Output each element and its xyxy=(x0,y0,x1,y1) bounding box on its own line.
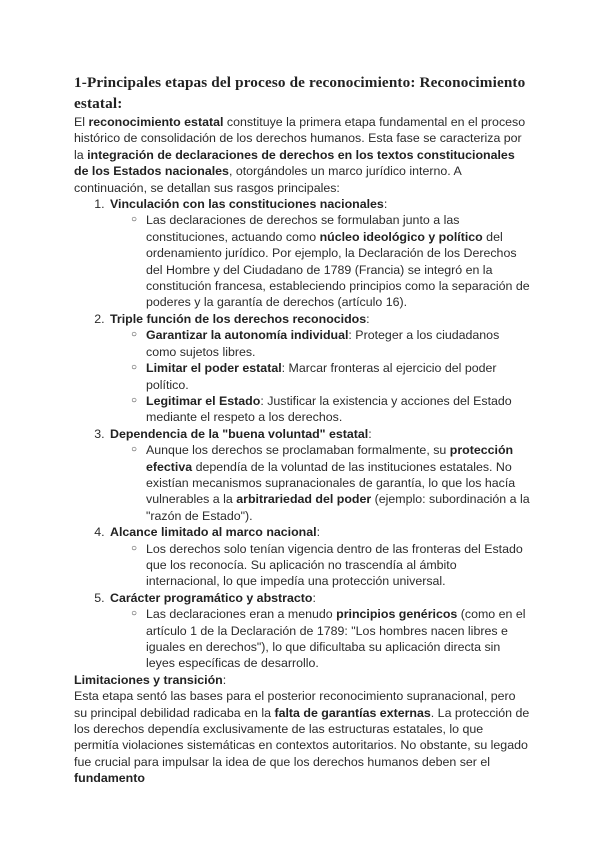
subitem-bold: Legitimar el Estado xyxy=(146,393,261,408)
subitem-text: (como en el artículo 1 de la Declaración de 1789: "Los hombres nacen libres e iguales en derechos"), lo que dificultaba su aplicación directa sin leyes específicas de desarrollo. xyxy=(146,607,526,671)
subitem-text: Aunque los derechos se proclamaban formalmente, su xyxy=(146,443,450,458)
feature-subitem xyxy=(146,212,530,310)
subitem-bold: principios genéricos xyxy=(336,607,458,622)
limitations-bold: falta de garantías externas xyxy=(274,705,431,720)
limitations-text: . La protección de los derechos dependía exclusivamente de las estructuras estatales, lo que permitía violaciones sistemáticas en contextos autoritarios. No obstante, su legado fue crucial para impulsar la idea de que los derechos humanos deben ser el xyxy=(74,705,530,769)
subitem-text: Los derechos solo tenían vigencia dentro de las fronteras del Estado que los reconocía. Su aplicación no trascendía al ámbito internacional, lo que impedía una protección universal. xyxy=(146,541,523,589)
limitations-paragraph xyxy=(74,688,530,786)
subitem-text: (ejemplo: subordinación a la "razón de Estado"). xyxy=(146,492,530,523)
subitem-text: Las declaraciones de derechos se formulaban junto a las constituciones, actuando como xyxy=(146,213,460,244)
feature-sublist xyxy=(110,442,530,524)
limitations-bold: fundamento xyxy=(74,771,145,786)
feature-sublist xyxy=(110,327,530,425)
feature-item-1: 1. Vinculación con las constituciones nacionales: ○ Las declaraciones de derechos se formulaban junto a las constituciones, actuando como núcleo ideológico y político del ordenamiento jurídico. Por ejemplo, la Declaración de los Derechos del Hombre y del Ciudadano de 1789 (Francia) se integró en la constitución francesa, estableciendo principios como la separación de poderes y la garantía de derechos (artículo 16). xyxy=(108,196,530,311)
features-list xyxy=(74,196,530,672)
feature-item-5: 5. Carácter programático y abstracto: ○ Las declaraciones eran a menudo principios genéricos (como en el artículo 1 de la Declaración de 1789: "Los hombres nacen libres e iguales en derechos"), lo que dificultaba su aplicación directa sin leyes específicas de desarrollo. xyxy=(108,590,530,672)
subitem-bold: protección efectiva xyxy=(146,443,514,474)
subitem-bold: arbitrariedad del poder xyxy=(236,492,372,507)
feature-heading: Triple función de los derechos reconocidos xyxy=(110,311,367,326)
subitem-text: dependía de la voluntad de las instituciones estatales. No existían mecanismos supranacionales de garantía, lo que los hacía vulnerables a la xyxy=(146,459,516,507)
feature-item-3: 3. Dependencia de la "buena voluntad" estatal: ○ Aunque los derechos se proclamaban formalmente, su protección efectiva dependía de la voluntad de las instituciones estatales. No existían mecanismos supranacionales de garantía, lo que los hacía vulnerables a la arbitrariedad del poder (ejemplo: subordinación a la "razón de Estado"). xyxy=(108,426,530,524)
subitem-bold: Limitar el poder estatal xyxy=(146,361,282,376)
feature-heading: Alcance limitado al marco nacional xyxy=(110,525,317,540)
feature-item-2: 2. Triple función de los derechos reconocidos: ○ Garantizar la autonomía individual: Proteger a los ciudadanos como sujetos libres. ○ Limitar el poder estatal: Marcar fronteras al ejercicio del poder político. ○ Legitimar el Estado: Justificar la existencia y acciones del Estado mediante el respeto a los derechos. xyxy=(108,311,530,426)
feature-heading: Carácter programático y abstracto xyxy=(110,590,313,605)
subitem-text: : Justificar la existencia y acciones del Estado mediante el respeto a los derechos. xyxy=(146,393,512,425)
feature-subitem xyxy=(146,327,530,360)
limitations-heading-text: Limitaciones y transición xyxy=(74,672,223,687)
subitem-bold: núcleo ideológico y político xyxy=(319,229,483,244)
intro-text: constituye la primera etapa fundamental en el proceso histórico de consolidación de los derechos humanos. Esta fase se caracteriza por la xyxy=(74,115,526,162)
feature-sublist xyxy=(110,212,530,310)
intro-bold: integración de declaraciones de derechos en los textos constitucionales de los Estados nacionales xyxy=(74,147,515,179)
intro-text: El xyxy=(74,115,89,129)
feature-subitem xyxy=(146,442,530,524)
subitem-text: del ordenamiento jurídico. Por ejemplo, la Declaración de los Derechos del Hombre y del Ciudadano de 1789 (Francia) se integró en la constitución francesa, estableciendo principios como la separación de poderes y la garantía de derechos (artículo 16). xyxy=(146,229,530,310)
subitem-text: : Marcar fronteras al ejercicio del poder político. xyxy=(146,361,497,392)
feature-subitem xyxy=(146,606,530,672)
feature-subitem xyxy=(146,360,530,393)
feature-sublist xyxy=(110,541,530,590)
intro-text: , otorgándoles un marco jurídico interno. A continuación, se detallan sus rasgos principales: xyxy=(74,164,462,195)
feature-sublist xyxy=(110,606,530,672)
subitem-bold: Garantizar la autonomía individual xyxy=(146,328,349,343)
limitations-heading: Limitaciones y transición: xyxy=(74,672,227,687)
feature-heading: Dependencia de la "buena voluntad" estatal xyxy=(110,426,369,441)
intro-bold: reconocimiento estatal xyxy=(88,115,224,129)
feature-subitem xyxy=(146,541,530,590)
subitem-text: Las declaraciones eran a menudo xyxy=(146,607,337,622)
limitations-text: Esta etapa sentó las bases para el posterior reconocimiento supranacional, pero su principal debilidad radicaba en la xyxy=(74,689,516,720)
section-title: 1-Principales etapas del proceso de reconocimiento: Reconocimiento estatal: xyxy=(74,74,526,112)
feature-heading: Vinculación con las constituciones nacionales xyxy=(110,197,384,212)
feature-item-4: 4. Alcance limitado al marco nacional: ○ Los derechos solo tenían vigencia dentro de las fronteras del Estado que los reconocía. Su aplicación no trascendía al ámbito internacional, lo que impedía una protección universal. xyxy=(108,524,530,590)
feature-subitem xyxy=(146,393,530,426)
intro-paragraph xyxy=(74,114,530,196)
subitem-text: : Proteger a los ciudadanos como sujetos libres. xyxy=(146,328,500,359)
